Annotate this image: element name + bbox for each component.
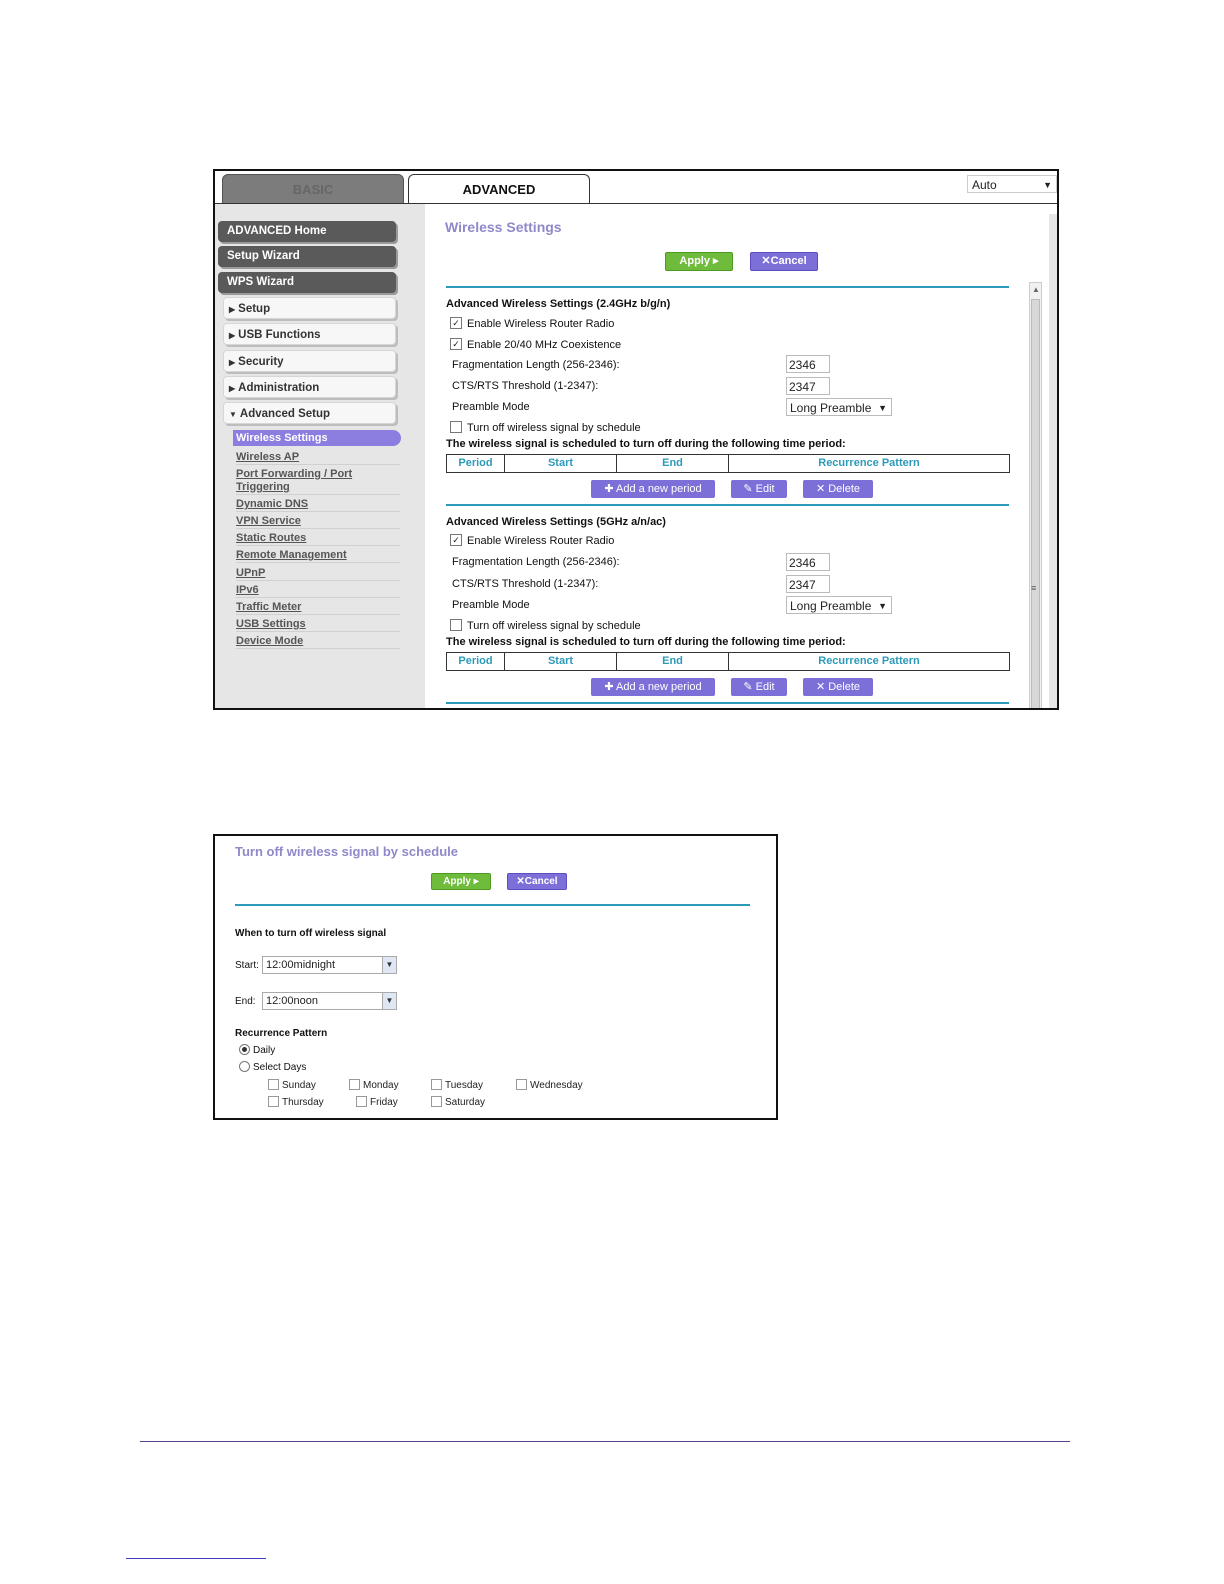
day-label: Saturday — [445, 1097, 486, 1109]
cts-input-24[interactable]: 2347 — [786, 377, 830, 395]
table-header: Start — [505, 455, 617, 472]
right-gutter — [1049, 214, 1059, 710]
day-label: Sunday — [282, 1080, 316, 1092]
edit-button-5[interactable] — [731, 678, 787, 696]
add-period-label: Add a new period — [616, 483, 702, 495]
sidebar-item-remote-management[interactable]: Remote Management — [236, 548, 400, 563]
add-period-button-24[interactable] — [591, 480, 715, 498]
chevron-down-icon: ▼ — [878, 601, 887, 611]
checkbox-checked-icon[interactable]: ✓ — [450, 534, 462, 546]
pencil-icon: ✎ — [743, 483, 753, 495]
schedule-toggle-5-label: Turn off wireless signal by schedule — [467, 620, 641, 632]
triangle-right-icon: ▶ — [229, 384, 236, 393]
footer-link-underline — [126, 1558, 266, 1559]
tab-advanced[interactable]: ADVANCED — [408, 174, 590, 204]
close-icon: ✕ — [815, 681, 826, 693]
grip-icon: ≡ — [1031, 583, 1037, 593]
table-header: End — [617, 455, 729, 472]
cancel-label: Cancel — [524, 876, 558, 887]
preamble-label-5: Preamble Mode — [452, 599, 530, 611]
nav-usb-functions-label: USB Functions — [238, 329, 321, 341]
day-sunday[interactable] — [268, 1080, 316, 1091]
nav-setup-wizard[interactable]: Setup Wizard — [218, 246, 396, 267]
frag-input-5[interactable]: 2346 — [786, 553, 830, 571]
nav-setup-label: Setup — [238, 303, 271, 315]
checkbox-unchecked-icon[interactable] — [516, 1079, 527, 1090]
schedule-toggle-5[interactable] — [450, 620, 641, 632]
close-icon: ✕ — [815, 483, 826, 495]
nav-setup[interactable] — [223, 297, 396, 319]
radio-selected-icon[interactable] — [239, 1044, 250, 1055]
scrollbar[interactable] — [1029, 282, 1042, 710]
recurrence-label: Recurrence Pattern — [235, 1028, 328, 1039]
preamble-select-24[interactable] — [786, 398, 892, 416]
add-period-button-5[interactable] — [591, 678, 715, 696]
radio-daily[interactable] — [239, 1045, 275, 1056]
nav-advanced-home[interactable]: ADVANCED Home — [218, 221, 396, 242]
add-period-label: Add a new period — [616, 681, 702, 693]
preamble-value-5: Long Preamble — [790, 599, 872, 613]
edit-button-24[interactable] — [731, 480, 787, 498]
footer-rule — [140, 1441, 1070, 1442]
nav-security-label: Security — [238, 356, 284, 368]
nav-wps-wizard[interactable]: WPS Wizard — [218, 272, 396, 293]
preamble-label-24: Preamble Mode — [452, 401, 530, 413]
page-title: Turn off wireless signal by schedule — [235, 844, 458, 859]
daily-label: Daily — [253, 1045, 276, 1057]
divider — [446, 286, 1009, 288]
language-select[interactable] — [967, 175, 1057, 193]
checkbox-unchecked-icon[interactable] — [450, 421, 462, 433]
close-icon: ✕ — [761, 255, 771, 267]
delete-label: Delete — [828, 483, 861, 495]
sidebar-item-upnp[interactable]: UPnP — [236, 566, 400, 581]
start-time-select[interactable] — [262, 956, 397, 974]
start-time-value: 12:00midnight — [266, 959, 336, 971]
schedule-screenshot — [213, 834, 778, 1120]
sidebar-item-vpn-service[interactable]: VPN Service — [236, 514, 400, 529]
sidebar-item-static-routes[interactable]: Static Routes — [236, 531, 400, 546]
sidebar-item-port-triggering[interactable]: Triggering — [236, 480, 400, 495]
frag-label-24: Fragmentation Length (256-2346): — [452, 359, 620, 371]
language-value: Auto — [972, 178, 997, 192]
plus-icon: ✚ — [604, 681, 614, 693]
radio-unselected-icon[interactable] — [239, 1061, 250, 1072]
nav-administration-label: Administration — [238, 382, 320, 394]
preamble-value-24: Long Preamble — [790, 401, 872, 415]
checkbox-checked-icon[interactable]: ✓ — [450, 338, 462, 350]
triangle-down-icon: ▼ — [229, 410, 237, 419]
schedule-table-5 — [446, 652, 1010, 671]
apply-button[interactable]: Apply ▸ — [431, 873, 491, 890]
page-title: Wireless Settings — [445, 219, 562, 235]
pencil-icon: ✎ — [743, 681, 753, 693]
enable-radio-5[interactable] — [450, 535, 614, 547]
day-friday[interactable] — [356, 1097, 398, 1108]
checkbox-unchecked-icon[interactable] — [431, 1096, 442, 1107]
section-heading-5ghz: Advanced Wireless Settings (5GHz a/n/ac) — [446, 516, 666, 528]
sidebar-item-device-mode[interactable]: Device Mode — [236, 634, 400, 649]
end-label: End: — [235, 996, 256, 1007]
nav-advanced-setup[interactable] — [223, 402, 396, 424]
sidebar-item-usb-settings[interactable]: USB Settings — [236, 617, 400, 632]
checkbox-unchecked-icon[interactable] — [349, 1079, 360, 1090]
cancel-label: Cancel — [770, 255, 807, 267]
delete-label: Delete — [828, 681, 861, 693]
schedule-toggle-24[interactable] — [450, 422, 641, 434]
sidebar-item-port-forwarding[interactable]: Port Forwarding / Port — [236, 468, 353, 480]
divider — [446, 504, 1009, 506]
nav-advanced-setup-label: Advanced Setup — [239, 408, 331, 420]
edit-label: Edit — [755, 483, 775, 495]
divider — [235, 904, 750, 906]
table-header: Recurrence Pattern — [818, 655, 920, 667]
coexistence-24-label: Enable 20/40 MHz Coexistence — [467, 339, 622, 351]
tab-basic[interactable]: BASIC — [222, 174, 404, 204]
enable-radio-24-label: Enable Wireless Router Radio — [467, 318, 615, 330]
table-header: Period — [447, 455, 505, 472]
chevron-down-icon: ▼ — [382, 993, 396, 1009]
left-navigation — [215, 204, 425, 710]
table-header: Period — [447, 653, 505, 670]
day-label: Tuesday — [445, 1080, 483, 1092]
apply-button[interactable]: Apply ▸ — [665, 252, 733, 271]
day-label: Thursday — [282, 1097, 324, 1109]
enable-radio-24[interactable] — [450, 318, 614, 330]
triangle-right-icon: ▶ — [229, 331, 236, 340]
day-label: Monday — [363, 1080, 399, 1092]
cts-label-24: CTS/RTS Threshold (1-2347): — [452, 380, 599, 392]
checkbox-unchecked-icon[interactable] — [356, 1096, 367, 1107]
main-content — [427, 214, 1049, 710]
day-label: Friday — [370, 1097, 398, 1109]
divider — [446, 702, 1009, 704]
schedule-note-5: The wireless signal is scheduled to turn off during the following time period: — [446, 636, 846, 648]
day-tuesday[interactable] — [431, 1080, 483, 1091]
sidebar-item-dynamic-dns[interactable]: Dynamic DNS — [236, 497, 400, 512]
cts-label-5: CTS/RTS Threshold (1-2347): — [452, 578, 599, 590]
scrollbar-thumb[interactable] — [1031, 299, 1040, 710]
sidebar-item-ipv6[interactable]: IPv6 — [236, 583, 400, 598]
schedule-toggle-24-label: Turn off wireless signal by schedule — [467, 422, 641, 434]
triangle-right-icon: ▶ — [229, 358, 236, 367]
enable-radio-5-label: Enable Wireless Router Radio — [467, 535, 615, 547]
sidebar-item-wireless-settings[interactable]: Wireless Settings — [233, 430, 401, 446]
checkbox-unchecked-icon[interactable] — [450, 619, 462, 631]
schedule-table-24 — [446, 454, 1010, 473]
day-wednesday[interactable] — [516, 1080, 583, 1091]
nav-usb-functions[interactable] — [223, 323, 396, 345]
day-label: Wednesday — [530, 1080, 583, 1092]
chevron-down-icon: ▼ — [878, 403, 887, 413]
radio-select-days[interactable] — [239, 1062, 306, 1073]
checkbox-unchecked-icon[interactable] — [268, 1096, 279, 1107]
day-monday[interactable] — [349, 1080, 399, 1091]
cancel-button[interactable] — [507, 873, 567, 890]
delete-button-5[interactable] — [803, 678, 873, 696]
table-header: End — [617, 653, 729, 670]
delete-button-24[interactable] — [803, 480, 873, 498]
nav-administration[interactable] — [223, 376, 396, 398]
day-saturday[interactable] — [431, 1097, 485, 1108]
preamble-select-5[interactable] — [786, 596, 892, 614]
start-label: Start: — [235, 960, 259, 971]
frag-label-5: Fragmentation Length (256-2346): — [452, 556, 620, 568]
select-days-label: Select Days — [253, 1062, 307, 1074]
cancel-button[interactable] — [750, 252, 818, 271]
sidebar-item-wireless-ap[interactable]: Wireless AP — [236, 450, 400, 465]
chevron-down-icon: ▼ — [382, 957, 396, 973]
cts-input-5[interactable]: 2347 — [786, 575, 830, 593]
table-header: Recurrence Pattern — [818, 457, 920, 469]
end-time-select[interactable] — [262, 992, 397, 1010]
sidebar-item-traffic-meter[interactable]: Traffic Meter — [236, 600, 400, 615]
edit-label: Edit — [755, 681, 775, 693]
section-heading-24ghz: Advanced Wireless Settings (2.4GHz b/g/n) — [446, 298, 671, 310]
end-time-value: 12:00noon — [266, 995, 318, 1007]
frag-input-24[interactable]: 2346 — [786, 355, 830, 373]
checkbox-checked-icon[interactable]: ✓ — [450, 317, 462, 329]
coexistence-24[interactable] — [450, 339, 621, 351]
when-label: When to turn off wireless signal — [235, 928, 387, 939]
close-icon: ✕ — [516, 876, 525, 887]
wireless-settings-screenshot — [213, 169, 1059, 710]
checkbox-unchecked-icon[interactable] — [268, 1079, 279, 1090]
triangle-right-icon: ▶ — [229, 305, 236, 314]
plus-icon: ✚ — [604, 483, 614, 495]
scroll-up-icon[interactable]: ▲ — [1032, 285, 1040, 294]
day-thursday[interactable] — [268, 1097, 324, 1108]
checkbox-unchecked-icon[interactable] — [431, 1079, 442, 1090]
schedule-note-24: The wireless signal is scheduled to turn off during the following time period: — [446, 438, 846, 450]
nav-security[interactable] — [223, 350, 396, 372]
table-header: Start — [505, 653, 617, 670]
chevron-down-icon: ▼ — [1043, 180, 1052, 190]
